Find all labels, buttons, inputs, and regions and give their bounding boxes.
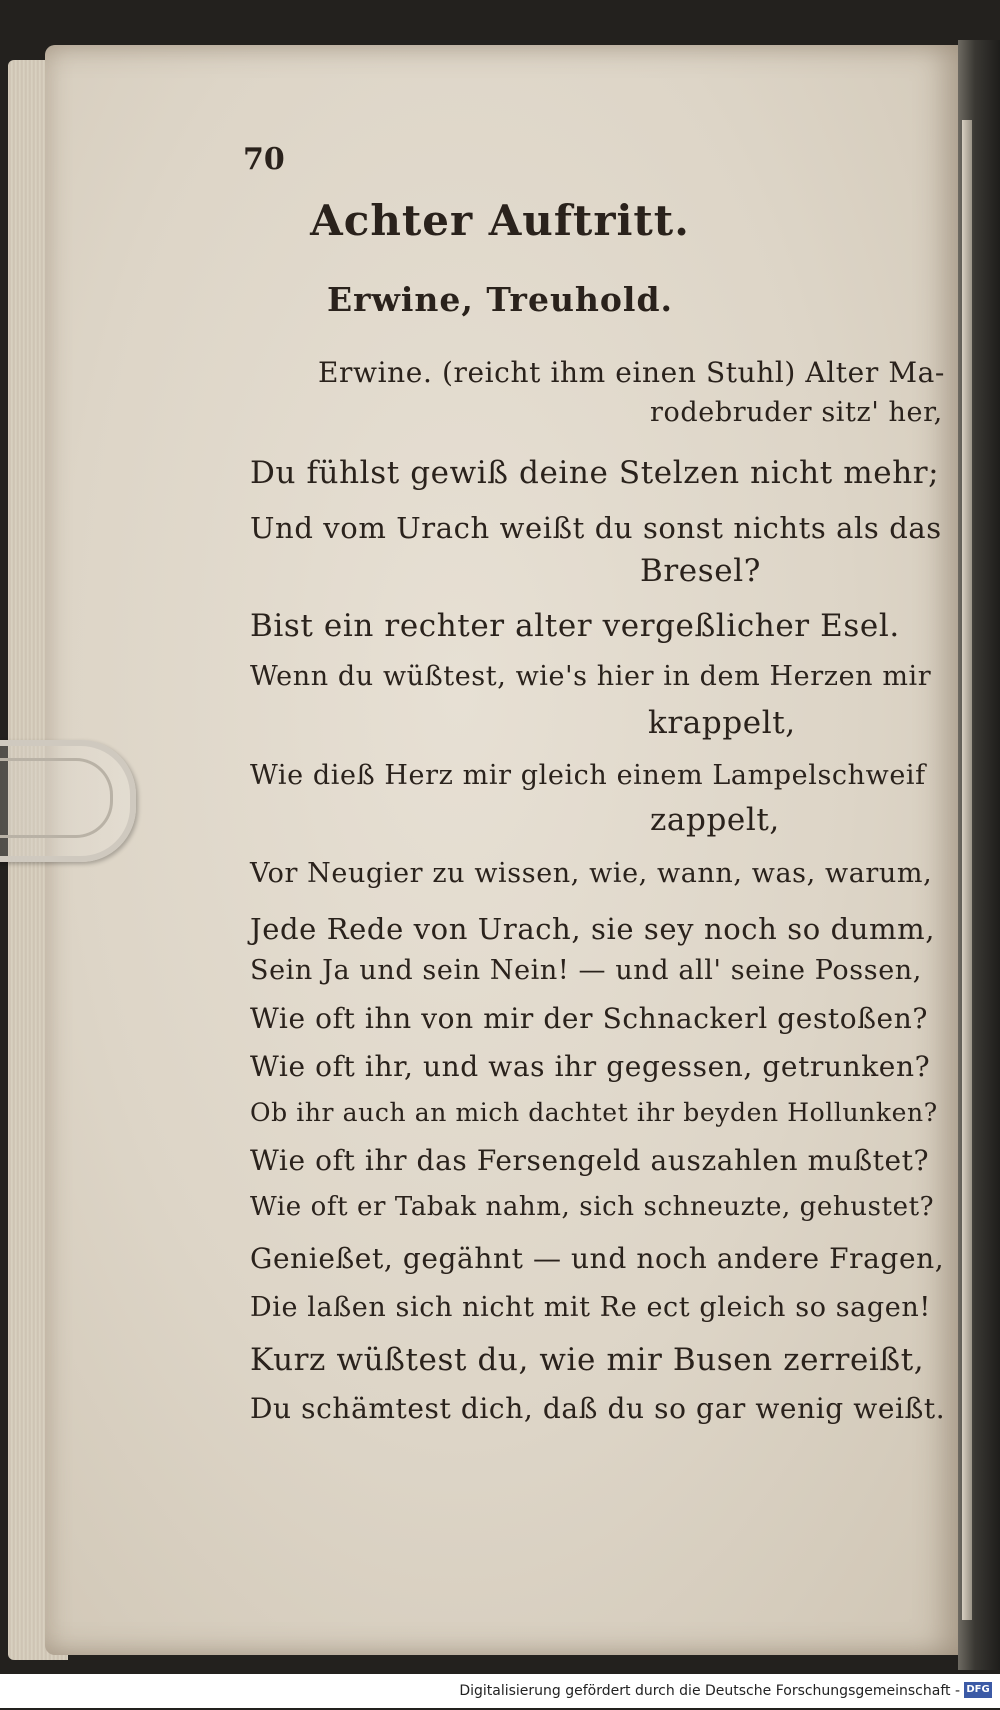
verse-line: Vor Neugier zu wissen, wie, wann, was, warum,	[250, 858, 933, 889]
verse-line: Erwine. (reicht ihm einen Stuhl) Alter Ma-	[318, 356, 945, 389]
verse-line: Wie oft ihr, und was ihr gegessen, getrunken?	[250, 1050, 931, 1083]
verse-line: krappelt,	[648, 705, 796, 741]
scene-persons: Erwine, Treuhold.	[326, 280, 674, 319]
verse-line: Wie oft ihr das Fersengeld auszahlen mußtet?	[250, 1144, 930, 1177]
verse-line: Wie oft ihn von mir der Schnackerl gestoßen?	[250, 1002, 928, 1035]
verse-line: Du fühlst gewiß deine Stelzen nicht mehr;	[250, 455, 940, 491]
verse-line: Sein Ja und sein Nein! — und all' seine Possen,	[250, 955, 922, 986]
verse-line: Kurz wüßtest du, wie mir Busen zerreißt,	[250, 1342, 925, 1378]
dfg-logo: DFG	[964, 1682, 992, 1698]
verse-line: Die laßen sich nicht mit Re ect gleich so sagen!	[250, 1292, 931, 1323]
verse-line: Bist ein rechter alter vergeßlicher Esel.	[250, 608, 900, 644]
page-number: 70	[243, 142, 285, 177]
digitization-footer	[0, 1674, 1000, 1708]
verse-line: Bresel?	[640, 553, 761, 589]
scene-heading: Achter Auftritt.	[310, 196, 690, 245]
verse-line: Wie dieß Herz mir gleich einem Lampelschweif	[250, 760, 926, 791]
verse-line: zappelt,	[650, 802, 780, 838]
verse-line: Und vom Urach weißt du sonst nichts als das	[250, 511, 942, 545]
verse-line: Ob ihr auch an mich dachtet ihr beyden Hollunken?	[250, 1098, 938, 1127]
verse-line: Wenn du wüßtest, wie's hier in dem Herzen mir	[250, 661, 932, 692]
verse-line: Wie oft er Tabak nahm, sich schneuzte, gehustet?	[250, 1192, 935, 1222]
verse-line: rodebruder sitz' her,	[650, 397, 943, 428]
footer-credit: Digitalisierung gefördert durch die Deutsche Forschungsgemeinschaft -	[459, 1683, 960, 1699]
verse-line: Du schämtest dich, daß du so gar wenig weißt.	[250, 1392, 946, 1425]
verse-line: Genießet, gegähnt — und noch andere Fragen,	[250, 1242, 945, 1275]
verse-line: Jede Rede von Urach, sie sey noch so dumm,	[250, 912, 936, 946]
